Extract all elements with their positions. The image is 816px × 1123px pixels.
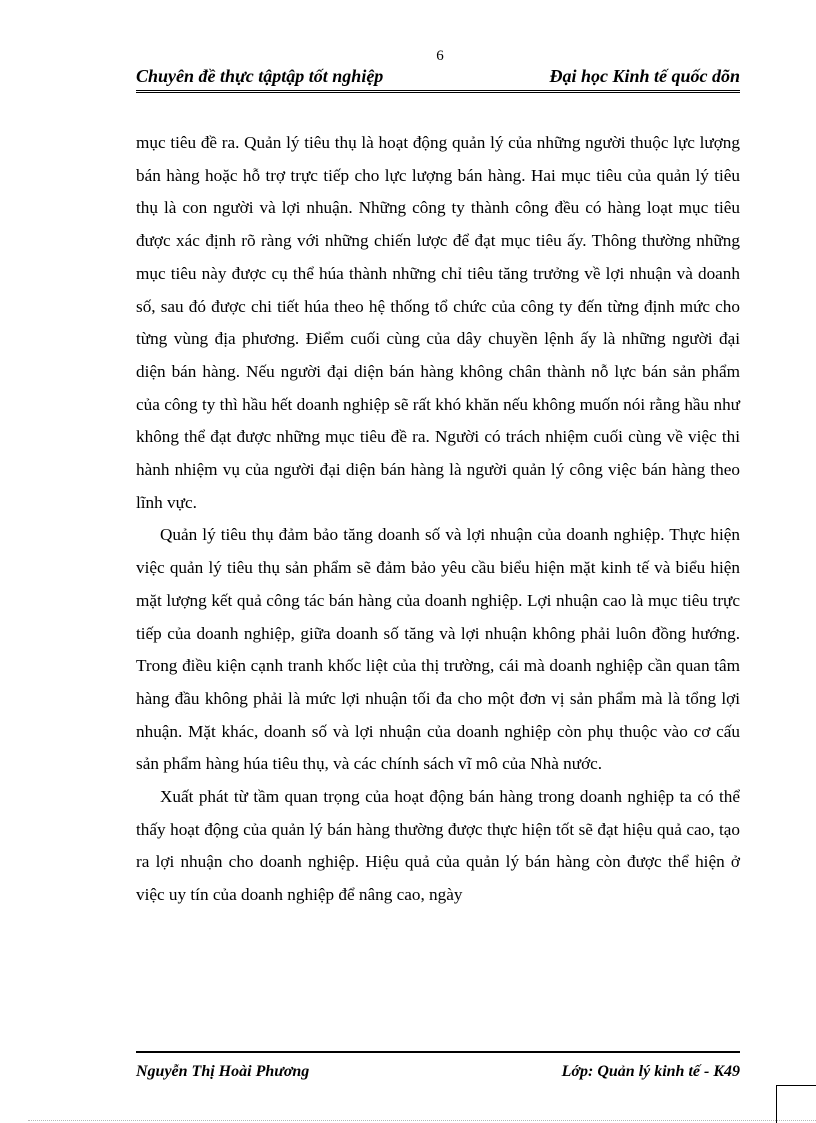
header-university: Đại học Kinh tế quốc dõn (549, 66, 740, 86)
footer-class: Lớp: Quản lý kinh tế - K49 (561, 1063, 740, 1080)
footer-author: Nguyễn Thị Hoài Phương (136, 1063, 310, 1080)
corner-mark-horizontal (776, 1085, 816, 1086)
page-header (136, 66, 740, 93)
page-bottom-dotted-line (28, 1120, 816, 1121)
paragraph-1: mục tiêu đề ra. Quản lý tiêu thụ là hoạt động quản lý của những người thuộc lực lượng bán hàng hoặc hỗ trợ trực tiếp cho lực lượng bán hàng. Hai mục tiêu của quản lý tiêu thụ là con người và lợi nhuận. Những công ty thành công đều có hàng loạt mục tiêu được xác định rõ ràng với những chiến lược để đạt mục tiêu ấy. Thông thường những mục tiêu này được cụ thể húa thành những chỉ tiêu tăng trưởng về lợi nhuận và doanh số, sau đó được chi tiết húa theo hệ thống tổ chức của công ty đến từng định mức cho từng vùng địa phương. Điểm cuối cùng của dây chuyền lệnh ấy là những người đại diện bán hàng. Nếu người đại diện bán hàng không chân thành nỗ lực bán sản phẩm của công ty thì hầu hết doanh nghiệp sẽ rất khó khăn nếu không muốn nói rằng hầu như không thể đạt được những mục tiêu đề ra. Người có trách nhiệm cuối cùng về việc thi hành nhiệm vụ của người đại diện bán hàng là người quản lý công việc bán hàng theo lĩnh vực. (136, 133, 740, 512)
header-document-title: Chuyên đề thực tậptập tốt nghiệp (136, 66, 384, 86)
page-number: 6 (436, 48, 444, 64)
page-footer (136, 1051, 740, 1080)
body-text (136, 127, 740, 912)
corner-mark-vertical (776, 1085, 777, 1123)
paragraph-3: Xuất phát từ tầm quan trọng của hoạt động bán hàng trong doanh nghiệp ta có thể thấy hoạt động của quản lý bán hàng thường được thực hiện tốt sẽ đạt hiệu quả cao, tạo ra lợi nhuận cho doanh nghiệp. Hiệu quả của quản lý bán hàng còn được thể hiện ở việc uy tín của doanh nghiệp để nâng cao, ngày (136, 787, 740, 905)
paragraph-2: Quản lý tiêu thụ đảm bảo tăng doanh số và lợi nhuận của doanh nghiệp. Thực hiện việc quản lý tiêu thụ sản phẩm sẽ đảm bảo yêu cầu biểu hiện mặt kinh tế và biểu hiện mặt lượng kết quả công tác bán hàng của doanh nghiệp. Lợi nhuận cao là mục tiêu trực tiếp của doanh nghiệp, giữa doanh số tăng và lợi nhuận không phải luôn đồng hướng. Trong điều kiện cạnh tranh khốc liệt của thị trường, cái mà doanh nghiệp cần quan tâm hàng đầu không phải là mức lợi nhuận tối đa cho một đơn vị sản phẩm mà là tổng lợi nhuận. Mặt khác, doanh số và lợi nhuận của doanh nghiệp còn phụ thuộc vào cơ cấu sản phẩm hàng húa tiêu thụ, và các chính sách vĩ mô của Nhà nước. (136, 525, 740, 774)
